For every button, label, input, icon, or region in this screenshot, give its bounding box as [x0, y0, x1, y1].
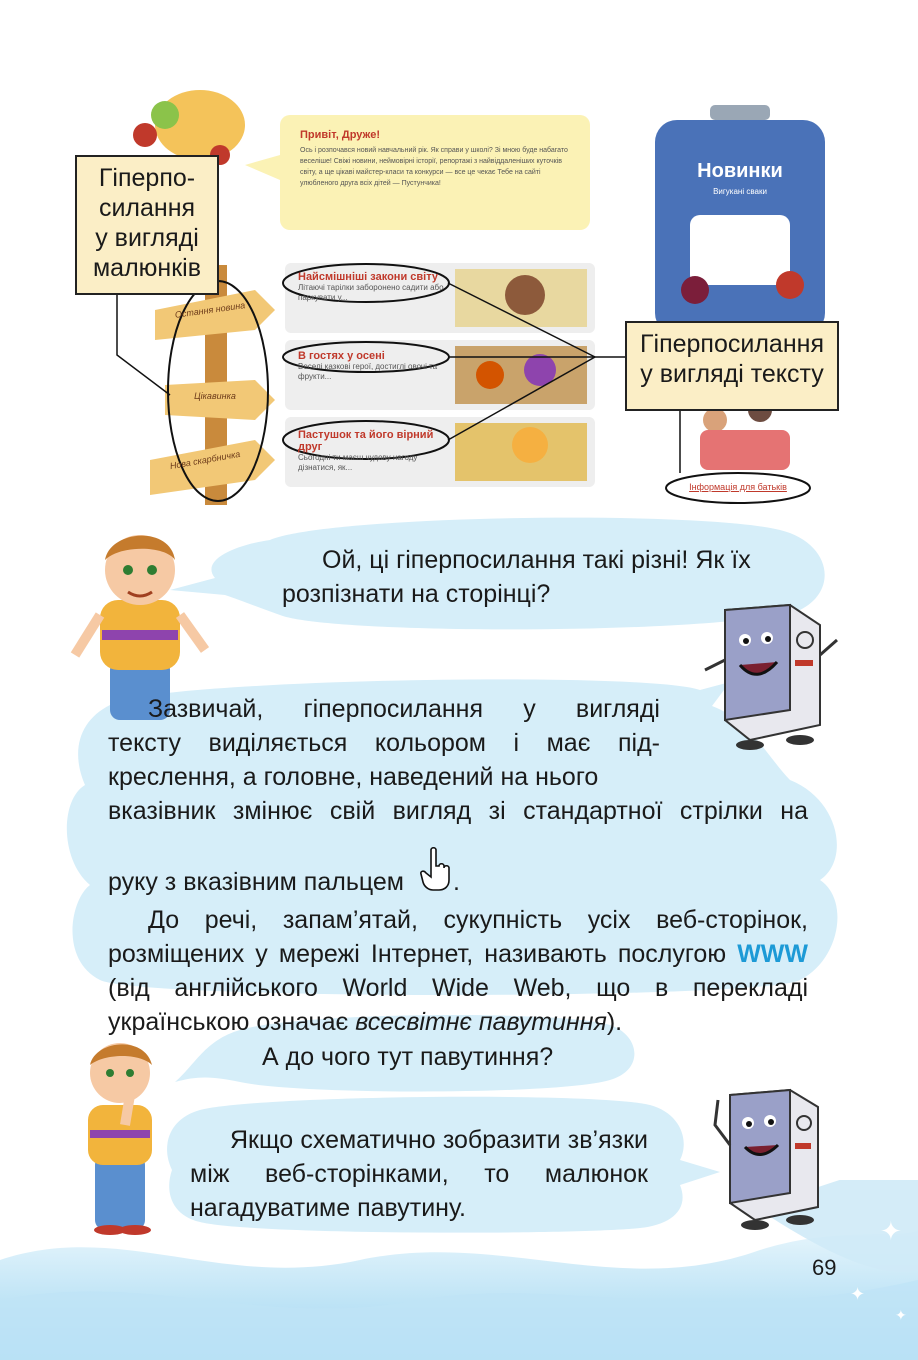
sign-curiosity[interactable]: Цікавинка — [194, 391, 236, 401]
answer-paragraph-2 — [108, 903, 808, 1039]
svg-text:✦: ✦ — [895, 1307, 907, 1323]
card-link-autumn[interactable]: В гостях у осені — [298, 350, 385, 362]
card-autumn — [298, 350, 448, 382]
card-shepherd — [298, 429, 448, 473]
computer-pointing-icon — [700, 1085, 830, 1235]
answer-line: тексту виділяється кольором і має під- — [108, 729, 660, 757]
answer-line: креслення, а головне, наведений на нього — [108, 763, 599, 791]
www-term: WWW — [737, 940, 808, 968]
answer-text: (від англійського World Wide Web, що в перекладі українською означає — [108, 974, 808, 1036]
answer-text: До речі, запам’ятай, сукупність усіх веб-сторінок, розміщених у мережі Інтернет, називають послугою — [108, 906, 808, 968]
sign-latest-news[interactable]: Остання новина — [174, 300, 246, 320]
hand-pointer-icon — [419, 846, 453, 903]
pc-answer-1 — [108, 692, 813, 1039]
card-link-funny-laws[interactable]: Найсмішніші закони світу — [298, 271, 438, 283]
answer-line: Зазвичай, гіперпосилання у вигляді — [148, 695, 660, 723]
answer-text: руку з вказівним пальцем — [108, 868, 404, 896]
parents-info-link[interactable]: Інформація для батьків — [689, 482, 787, 492]
answer-line: вказівник змінює свій вигляд зі стандартної стрілки на — [108, 797, 808, 825]
boy-question-2: А до чого тут павутиння? — [262, 1043, 554, 1071]
boy-character-icon — [70, 520, 210, 720]
answer-text: . — [452, 868, 460, 896]
world-wide-web-italic: всесвітнє павутиння — [355, 1008, 607, 1036]
pc-answer-3: Якщо схематично зобразити зв’язки між веб-сторінками, то малюнок нагадуватиме павутину. — [190, 1126, 648, 1222]
ad-title[interactable]: Новинки — [697, 160, 783, 182]
page-number: 69 — [812, 1255, 837, 1280]
boy-thinking-icon — [70, 1035, 170, 1235]
greeting-title: Привіт, Друже! — [300, 129, 380, 141]
greeting-body: Ось і розпочався новий навчальний рік. Як справи у школі? Зі мною буде набагато веселіше! Свіжі новини, неймовірні історії, репортажі з найвіддаленіших куточків світу, а ще цікаві майстер-класи та конкурси — все це чекає Тебе на сайті улюбленого друга всіх дітей — Пустунчика! — [300, 147, 568, 187]
card-text: Літаючі тарілки заборонено садити або паркувати у... — [298, 283, 444, 302]
label-image-hyperlinks: Гіперпо- силання у вигляді малюнків — [75, 155, 219, 295]
answer-line-hand — [108, 846, 813, 903]
ad-subtitle: Вигукані сваки — [713, 187, 767, 196]
svg-text:✦: ✦ — [850, 1284, 866, 1304]
card-funny-laws — [298, 271, 448, 303]
boy-question-1: Ой, ці гіперпосилання такі різні! Як їх розпізнати на сторінці? — [282, 546, 751, 608]
greeting-block — [300, 129, 580, 189]
card-link-shepherd[interactable]: Пастушок та його вірний друг — [298, 429, 434, 453]
card-text: Веселі казкові герої, достиглі овочі та фрукти... — [298, 362, 438, 381]
label-text-hyperlinks: Гіперпосилання у вигляді тексту — [625, 321, 839, 411]
svg-text:✦: ✦ — [880, 1216, 902, 1246]
answer-text: ). — [606, 1008, 623, 1036]
website-illustration — [70, 85, 835, 505]
sign-treasury[interactable]: Нова скарбничка — [169, 448, 241, 472]
card-text: Сьогодні ти маєш чудову нагоду дізнатися, як... — [298, 453, 418, 472]
